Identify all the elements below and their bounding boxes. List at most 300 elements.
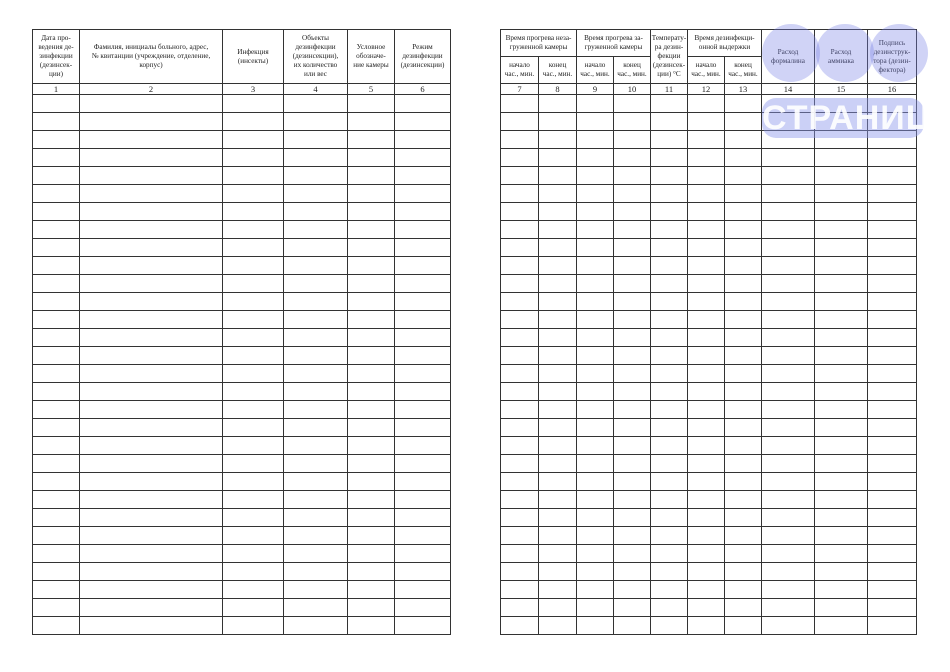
table-cell <box>539 311 577 329</box>
table-cell <box>868 581 917 599</box>
table-cell <box>33 113 80 131</box>
table-cell <box>501 419 539 437</box>
table-cell <box>577 527 614 545</box>
table-cell <box>762 221 815 239</box>
table-row <box>33 581 451 599</box>
table-cell <box>223 437 284 455</box>
table-cell <box>614 509 651 527</box>
table-cell <box>815 131 868 149</box>
table-cell <box>651 581 688 599</box>
table-row <box>33 491 451 509</box>
table-cell <box>868 203 917 221</box>
table-cell <box>539 455 577 473</box>
table-cell <box>395 113 451 131</box>
table-cell <box>284 221 348 239</box>
table-cell <box>539 239 577 257</box>
table-cell <box>577 275 614 293</box>
table-cell <box>348 401 395 419</box>
table-cell <box>688 563 725 581</box>
table-cell <box>284 473 348 491</box>
table-cell <box>501 365 539 383</box>
table-cell <box>815 329 868 347</box>
table-cell <box>395 383 451 401</box>
table-cell <box>651 113 688 131</box>
table-cell <box>614 545 651 563</box>
table-cell <box>577 581 614 599</box>
table-cell <box>762 257 815 275</box>
table-cell <box>539 437 577 455</box>
table-row <box>501 167 917 185</box>
table-cell <box>539 221 577 239</box>
table-cell <box>80 545 223 563</box>
column-header-patient: Фамилия, инициалы больного, адрес, № квитанции (учреждение, отделение, корпус) <box>80 30 223 84</box>
column-number: 14 <box>762 84 815 95</box>
table-cell <box>348 113 395 131</box>
table-cell <box>539 527 577 545</box>
table-cell <box>80 491 223 509</box>
group-header-row <box>501 30 917 57</box>
table-cell <box>80 437 223 455</box>
table-cell <box>614 149 651 167</box>
table-cell <box>223 599 284 617</box>
table-cell <box>868 95 917 113</box>
table-cell <box>614 365 651 383</box>
table-cell <box>614 383 651 401</box>
table-cell <box>815 383 868 401</box>
table-cell <box>688 473 725 491</box>
table-cell <box>688 221 725 239</box>
table-cell <box>33 149 80 167</box>
table-row <box>33 563 451 581</box>
table-cell <box>725 257 762 275</box>
table-cell <box>815 221 868 239</box>
table-cell <box>501 599 539 617</box>
table-row <box>33 545 451 563</box>
table-cell <box>688 383 725 401</box>
table-cell <box>762 563 815 581</box>
table-cell <box>577 167 614 185</box>
table-cell <box>80 347 223 365</box>
table-cell <box>33 563 80 581</box>
table-cell <box>651 275 688 293</box>
table-row <box>33 473 451 491</box>
table-cell <box>33 95 80 113</box>
table-cell <box>348 599 395 617</box>
table-cell <box>725 617 762 635</box>
table-cell <box>614 455 651 473</box>
table-cell <box>651 437 688 455</box>
table-cell <box>651 545 688 563</box>
table-cell <box>868 329 917 347</box>
table-cell <box>868 455 917 473</box>
table-cell <box>868 419 917 437</box>
table-cell <box>348 617 395 635</box>
table-cell <box>577 509 614 527</box>
table-cell <box>725 419 762 437</box>
table-cell <box>577 347 614 365</box>
table-cell <box>284 95 348 113</box>
table-cell <box>348 239 395 257</box>
table-cell <box>762 149 815 167</box>
table-cell <box>651 527 688 545</box>
table-cell <box>725 221 762 239</box>
table-row <box>501 329 917 347</box>
table-cell <box>223 509 284 527</box>
table-cell <box>348 509 395 527</box>
table-row <box>501 581 917 599</box>
table-cell <box>577 293 614 311</box>
table-cell <box>725 95 762 113</box>
table-cell <box>614 131 651 149</box>
table-cell <box>614 203 651 221</box>
table-cell <box>33 311 80 329</box>
table-row <box>501 617 917 635</box>
table-cell <box>539 491 577 509</box>
table-cell <box>815 203 868 221</box>
table-row <box>501 221 917 239</box>
table-cell <box>33 617 80 635</box>
table-cell <box>539 167 577 185</box>
table-cell <box>501 257 539 275</box>
table-cell <box>80 617 223 635</box>
table-cell <box>815 545 868 563</box>
table-row <box>501 257 917 275</box>
subheader-start: начало час., мин. <box>501 57 539 84</box>
table-cell <box>539 545 577 563</box>
table-cell <box>577 239 614 257</box>
table-cell <box>395 545 451 563</box>
table-cell <box>348 311 395 329</box>
table-cell <box>688 617 725 635</box>
table-cell <box>762 365 815 383</box>
table-row <box>501 293 917 311</box>
table-cell <box>762 203 815 221</box>
table-cell <box>725 437 762 455</box>
table-cell <box>725 383 762 401</box>
table-cell <box>33 167 80 185</box>
table-cell <box>688 581 725 599</box>
table-cell <box>539 257 577 275</box>
table-row <box>501 527 917 545</box>
table-cell <box>33 527 80 545</box>
table-cell <box>33 203 80 221</box>
table-cell <box>395 311 451 329</box>
table-cell <box>284 311 348 329</box>
table-cell <box>614 275 651 293</box>
table-cell <box>223 347 284 365</box>
column-header-mode: Режим дезинфекции (дезинсекции) <box>395 30 451 84</box>
table-cell <box>815 563 868 581</box>
table-cell <box>80 329 223 347</box>
table-cell <box>348 365 395 383</box>
column-number: 8 <box>539 84 577 95</box>
table-cell <box>348 275 395 293</box>
table-cell <box>33 293 80 311</box>
column-number: 15 <box>815 84 868 95</box>
table-cell <box>33 329 80 347</box>
table-cell <box>348 329 395 347</box>
table-cell <box>688 185 725 203</box>
table-cell <box>868 293 917 311</box>
table-cell <box>651 401 688 419</box>
table-cell <box>577 203 614 221</box>
table-cell <box>762 455 815 473</box>
table-cell <box>688 527 725 545</box>
table-cell <box>725 239 762 257</box>
table-cell <box>651 383 688 401</box>
column-header-temperature: Температу- ра дезин- фекции (дезинсек- ции) °С <box>651 30 688 84</box>
table-cell <box>284 347 348 365</box>
table-cell <box>614 491 651 509</box>
table-cell <box>539 203 577 221</box>
table-cell <box>539 149 577 167</box>
table-cell <box>868 401 917 419</box>
column-header-ammonia: Расход аммиака <box>815 30 868 84</box>
table-cell <box>284 437 348 455</box>
table-cell <box>725 473 762 491</box>
table-cell <box>501 311 539 329</box>
table-cell <box>762 113 815 131</box>
table-cell <box>284 617 348 635</box>
table-row <box>33 527 451 545</box>
table-cell <box>33 545 80 563</box>
table-cell <box>501 221 539 239</box>
table-cell <box>223 113 284 131</box>
table-cell <box>223 221 284 239</box>
table-cell <box>501 131 539 149</box>
table-cell <box>284 563 348 581</box>
table-cell <box>348 473 395 491</box>
table-cell <box>284 545 348 563</box>
table-cell <box>868 383 917 401</box>
column-number-row <box>501 84 917 95</box>
table-cell <box>501 617 539 635</box>
table-cell <box>223 473 284 491</box>
table-cell <box>348 185 395 203</box>
table-cell <box>725 113 762 131</box>
table-cell <box>815 185 868 203</box>
table-cell <box>348 221 395 239</box>
column-number: 16 <box>868 84 917 95</box>
table-cell <box>815 455 868 473</box>
table-cell <box>815 527 868 545</box>
table-cell <box>539 419 577 437</box>
table-cell <box>815 509 868 527</box>
table-cell <box>762 491 815 509</box>
table-cell <box>688 347 725 365</box>
table-cell <box>223 365 284 383</box>
table-cell <box>539 563 577 581</box>
table-cell <box>614 563 651 581</box>
column-header-empty-chamber-warmup: Время прогрева неза- груженной камеры <box>501 30 577 57</box>
table-cell <box>33 419 80 437</box>
table-cell <box>501 455 539 473</box>
table-cell <box>651 509 688 527</box>
table-cell <box>501 113 539 131</box>
table-cell <box>348 203 395 221</box>
table-cell <box>501 293 539 311</box>
table-cell <box>868 599 917 617</box>
table-cell <box>223 203 284 221</box>
table-cell <box>223 581 284 599</box>
table-cell <box>815 167 868 185</box>
column-number: 3 <box>223 84 284 95</box>
table-cell <box>762 167 815 185</box>
table-cell <box>577 95 614 113</box>
table-row <box>33 95 451 113</box>
table-cell <box>348 149 395 167</box>
table-cell <box>614 239 651 257</box>
table-cell <box>725 329 762 347</box>
table-cell <box>577 113 614 131</box>
table-cell <box>725 203 762 221</box>
table-cell <box>80 473 223 491</box>
column-header-date: Дата про- ведения де- зинфекции (дезинсек- ции) <box>33 30 80 84</box>
table-cell <box>80 221 223 239</box>
table-cell <box>33 509 80 527</box>
table-cell <box>539 581 577 599</box>
left-page <box>32 29 451 635</box>
table-cell <box>80 95 223 113</box>
table-cell <box>577 365 614 383</box>
table-cell <box>651 473 688 491</box>
column-number: 5 <box>348 84 395 95</box>
table-cell <box>577 221 614 239</box>
table-cell <box>284 509 348 527</box>
table-cell <box>395 275 451 293</box>
table-cell <box>688 365 725 383</box>
table-cell <box>577 491 614 509</box>
table-cell <box>614 617 651 635</box>
table-cell <box>348 491 395 509</box>
table-cell <box>501 329 539 347</box>
table-cell <box>33 275 80 293</box>
table-cell <box>577 257 614 275</box>
column-header-signature: Подпись дезинструк- тора (дезин- фектора) <box>868 30 917 84</box>
table-cell <box>651 149 688 167</box>
table-cell <box>80 581 223 599</box>
table-cell <box>395 563 451 581</box>
subheader-start: начало час., мин. <box>577 57 614 84</box>
table-cell <box>395 419 451 437</box>
table-cell <box>651 347 688 365</box>
right-page <box>500 29 917 635</box>
column-header-chamber: Условное обозначе- ние камеры <box>348 30 395 84</box>
table-cell <box>688 131 725 149</box>
table-cell <box>868 563 917 581</box>
column-header-objects: Объекты дезинфекции (дезинсекции), их количество или вес <box>284 30 348 84</box>
table-cell <box>80 365 223 383</box>
table-cell <box>614 473 651 491</box>
table-cell <box>223 275 284 293</box>
table-cell <box>688 275 725 293</box>
table-cell <box>223 401 284 419</box>
table-cell <box>614 167 651 185</box>
table-cell <box>614 401 651 419</box>
table-row <box>501 131 917 149</box>
column-number: 9 <box>577 84 614 95</box>
table-cell <box>348 257 395 275</box>
table-cell <box>501 239 539 257</box>
column-header-formalin: Расход формалина <box>762 30 815 84</box>
table-cell <box>688 437 725 455</box>
table-cell <box>501 275 539 293</box>
table-cell <box>501 401 539 419</box>
table-row <box>33 347 451 365</box>
table-cell <box>868 473 917 491</box>
table-row <box>33 113 451 131</box>
table-cell <box>501 527 539 545</box>
left-journal-table <box>32 29 451 635</box>
table-cell <box>284 203 348 221</box>
table-cell <box>284 275 348 293</box>
table-cell <box>539 185 577 203</box>
table-cell <box>395 599 451 617</box>
table-cell <box>725 365 762 383</box>
column-number: 10 <box>614 84 651 95</box>
table-cell <box>284 257 348 275</box>
table-cell <box>815 599 868 617</box>
table-cell <box>80 311 223 329</box>
table-cell <box>725 527 762 545</box>
table-cell <box>762 347 815 365</box>
table-cell <box>223 257 284 275</box>
table-cell <box>688 203 725 221</box>
table-cell <box>80 401 223 419</box>
table-cell <box>868 527 917 545</box>
table-cell <box>501 203 539 221</box>
table-cell <box>33 491 80 509</box>
table-cell <box>501 437 539 455</box>
table-cell <box>688 293 725 311</box>
table-cell <box>868 185 917 203</box>
table-cell <box>725 275 762 293</box>
table-cell <box>223 455 284 473</box>
table-cell <box>614 113 651 131</box>
table-cell <box>815 293 868 311</box>
table-row <box>501 239 917 257</box>
table-cell <box>539 383 577 401</box>
column-header-loaded-chamber-warmup: Время прогрева за- груженной камеры <box>577 30 651 57</box>
table-cell <box>725 599 762 617</box>
table-cell <box>815 419 868 437</box>
table-row <box>501 95 917 113</box>
table-cell <box>80 131 223 149</box>
table-cell <box>688 167 725 185</box>
table-cell <box>33 257 80 275</box>
table-cell <box>577 545 614 563</box>
column-number: 6 <box>395 84 451 95</box>
table-cell <box>725 491 762 509</box>
table-cell <box>868 437 917 455</box>
table-cell <box>33 437 80 455</box>
table-cell <box>539 347 577 365</box>
table-cell <box>688 113 725 131</box>
table-cell <box>223 239 284 257</box>
table-cell <box>501 491 539 509</box>
table-cell <box>725 581 762 599</box>
table-row <box>33 599 451 617</box>
table-row <box>33 365 451 383</box>
table-cell <box>815 437 868 455</box>
table-row <box>501 599 917 617</box>
table-cell <box>284 131 348 149</box>
table-cell <box>651 617 688 635</box>
table-cell <box>762 293 815 311</box>
table-row <box>33 383 451 401</box>
table-cell <box>725 509 762 527</box>
table-cell <box>725 311 762 329</box>
